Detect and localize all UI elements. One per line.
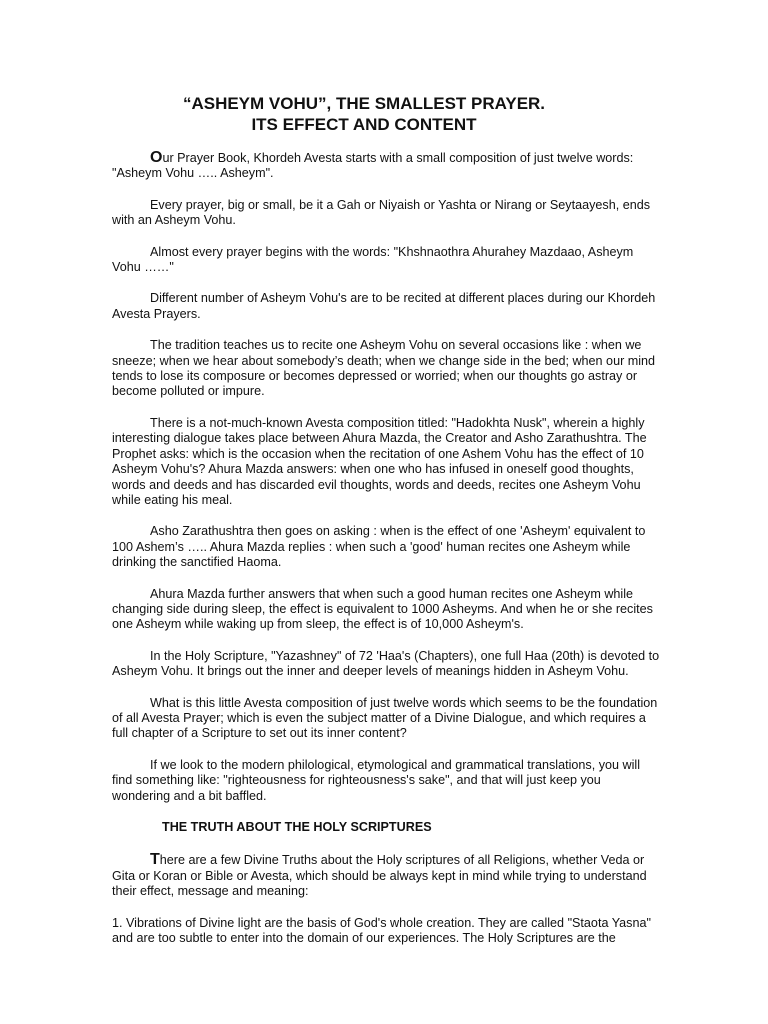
paragraph-6: There is a not-much-known Avesta composition titled: "Hadokhta Nusk", wherein a highly interesting dialogue takes place between Ahura Mazda, the Creator and Asho Zarathushtra. The Prophet asks: which is the occasion when the recitation of one Ashem Vohu has the effect of 10 Asheym Vohu's? Ahura Mazda answers: when one who has infused in oneself good thoughts, words and deeds and has discarded evil thoughts, words and deeds, recites one Asheym Vohu while eating his meal. — [112, 415, 647, 507]
paragraph-11: If we look to the modern philological, etymological and grammatical translations, you will find something like: "righteousness for righteousness's sake", and that will just keep you wondering and a bit baffled. — [112, 757, 640, 803]
paragraph-13: 1. Vibrations of Divine light are the basis of God's whole creation. They are called "Staota Yasna" and are too subtle to enter into the domain of our experiences. The Holy Scriptures are the — [112, 915, 651, 946]
paragraph-12 — [112, 852, 662, 899]
section-heading: THE TRUTH ABOUT THE HOLY SCRIPTURES — [162, 820, 432, 834]
paragraph-10: What is this little Avesta composition of just twelve words which seems to be the foundation of all Avesta Prayer; which is even the subject matter of a Divine Dialogue, and which requires a full chapter of a Scripture to set out its inner content? — [112, 695, 658, 741]
paragraph-2: Every prayer, big or small, be it a Gah or Niyaish or Yashta or Nirang or Seytaayesh, ends with an Asheym Vohu. — [112, 197, 651, 228]
drop-cap: T — [150, 851, 160, 869]
title-line-1: “ASHEYM VOHU”, THE SMALLEST PRAYER. — [182, 94, 546, 113]
paragraph-12-text: here are a few Divine Truths about the Holy scriptures of all Religions, whether Veda or Gita or Koran or Bible or Avesta, which should be always kept in mind while trying to understand their effect, message and meaning: — [112, 853, 647, 899]
paragraph-1 — [112, 150, 662, 182]
paragraph-8: Ahura Mazda further answers that when such a good human recites one Asheym while changing side during sleep, the effect is equivalent to 1000 Asheyms. And when he or she recites one Asheym while waking up from sleep, the effect is of 10,000 Asheym's. — [112, 586, 653, 632]
title-line-2: ITS EFFECT AND CONTENT — [251, 115, 477, 134]
paragraph-1-text: ur Prayer Book, Khordeh Avesta starts with a small composition of just twelve words: "Asheym Vohu ….. Asheym". — [112, 151, 634, 181]
paragraph-5: The tradition teaches us to recite one Asheym Vohu on several occasions like : when we sneeze; when we hear about somebody’s death; when we change side in the bed; when our mind tends to lose its composure or becomes depressed or worried; when our thoughts go astray or become polluted or impure. — [112, 338, 656, 399]
paragraph-7: Asho Zarathushtra then goes on asking : when is the effect of one 'Asheym' equivalent to 100 Ashem’s ….. Ahura Mazda replies : when such a 'good' human recites one Asheym while drinking the sanctified Haoma. — [112, 524, 646, 570]
paragraph-3: Almost every prayer begins with the words: "Khshnaothra Ahurahey Mazdaao, Asheym Vohu ……" — [112, 244, 634, 275]
drop-cap: O — [150, 149, 163, 166]
paragraph-9: In the Holy Scripture, "Yazashney" of 72 'Haa's (Chapters), one full Haa (20th) is devoted to Asheym Vohu. It brings out the inner and deeper levels of meanings hidden in Asheym Vohu. — [112, 648, 660, 679]
body-text — [112, 150, 662, 962]
paragraph-4: Different number of Asheym Vohu's are to be recited at different places during our Khordeh Avesta Prayers. — [112, 291, 656, 321]
